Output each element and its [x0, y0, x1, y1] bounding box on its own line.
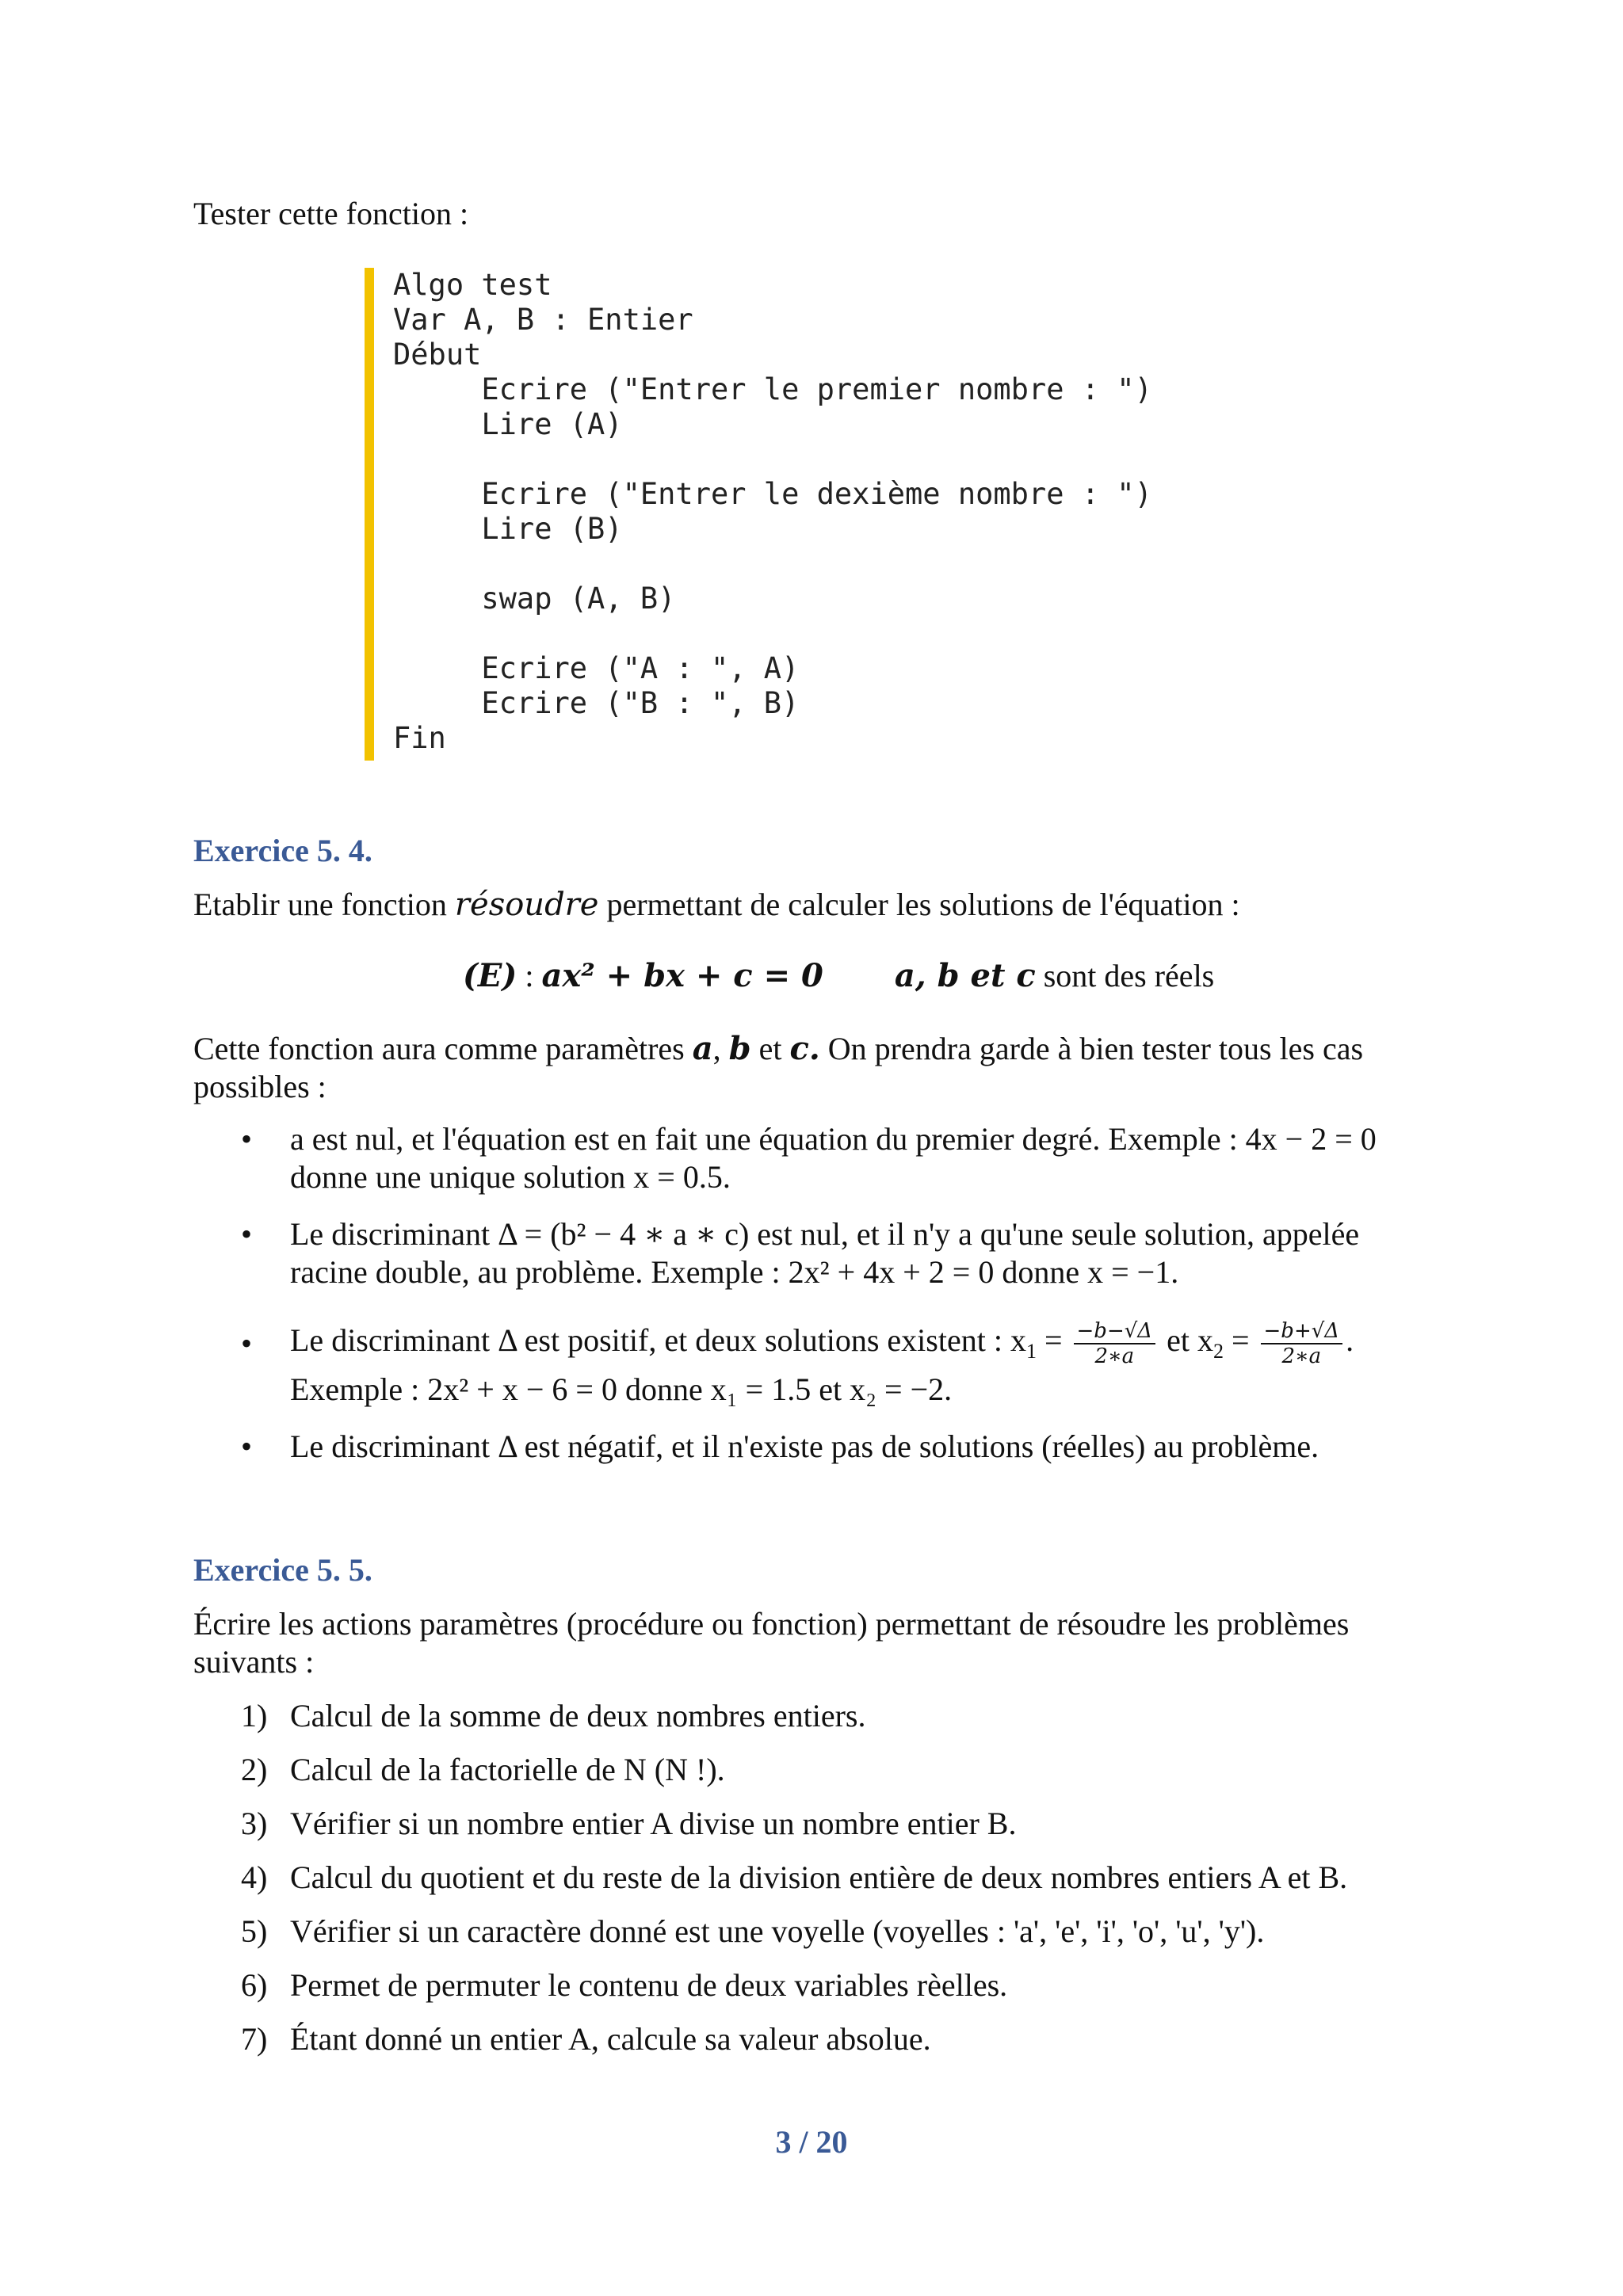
params-line-1 [193, 1030, 1363, 1068]
fraction-numerator: −b−√Δ [1074, 1319, 1156, 1344]
param-a: a [692, 1030, 713, 1067]
param-b: b [728, 1030, 751, 1067]
list-item: Calcul de la factorielle de N (N !). [290, 1752, 725, 1787]
equation-vars: a, b et c [894, 957, 1036, 994]
params-text: On prendra garde à bien tester tous les cas [819, 1031, 1364, 1066]
intro-text: Tester cette fonction : [193, 196, 469, 231]
subscript-1: 1 [1025, 1340, 1037, 1363]
code-line: Ecrire ("A : ", A) [393, 651, 800, 685]
subscript-2: 2 [1212, 1340, 1224, 1363]
equation-suffix: sont des réels [1035, 958, 1215, 994]
equals: = [1223, 1322, 1258, 1358]
period: . [1346, 1322, 1354, 1358]
bullet-2-line-2: racine double, au problème. Exemple : 2x² + 4x + 2 = 0 donne x = −1. [290, 1254, 1179, 1290]
code-block [365, 268, 1167, 761]
list-item-number: 3) [241, 1806, 268, 1841]
root-fraction-2 [1261, 1319, 1343, 1368]
code-line: Lire (A) [393, 407, 623, 441]
bullet-4: Le discriminant Δ est négatif, et il n'existe pas de solutions (réelles) au problème. [290, 1428, 1319, 1464]
bullet-dot: • [241, 1121, 253, 1157]
bullet-dot: • [241, 1428, 253, 1464]
bullet-3-line-2: Exemple : 2x² + x − 6 = 0 donne x₁ = 1.5 et x₂ = −2. [290, 1371, 953, 1407]
list-item: Vérifier si un caractère donné est une voyelle (voyelles : 'a', 'e', 'i', 'o', 'u', 'y'). [290, 1913, 1265, 1949]
statement-text: permettant de calculer les solutions de l'équation : [598, 887, 1240, 922]
exercise-5-4-title: Exercice 5. 4. [193, 833, 372, 868]
equation-label: (E) [463, 957, 517, 994]
code-line: Ecrire ("Entrer le dexième nombre : ") [393, 477, 1152, 511]
ex55-intro-line-1: Écrire les actions paramètres (procédure ou fonction) permettant de résoudre les problèmes [193, 1606, 1350, 1642]
list-item: Vérifier si un nombre entier A divise un nombre entier B. [290, 1806, 1017, 1841]
code-line: Lire (B) [393, 512, 623, 546]
params-et: et [750, 1031, 790, 1066]
bullet-dot: • [241, 1325, 253, 1361]
bullet-dot: • [241, 1216, 253, 1252]
code-line: Ecrire ("B : ", B) [393, 686, 800, 720]
equation-formula: ax² + bx + c = 0 [541, 957, 823, 994]
equals: = [1036, 1322, 1071, 1358]
bullet-3-line-1 [290, 1312, 1354, 1369]
list-item: Calcul du quotient et du reste de la division entière de deux nombres entiers A et B. [290, 1859, 1348, 1895]
code-line: Fin [393, 721, 446, 755]
bullet-1-line-1: a est nul, et l'équation est en fait une équation du premier degré. Exemple : 4x − 2 = 0 [290, 1121, 1377, 1157]
exercise-5-5-title: Exercice 5. 5. [193, 1552, 372, 1588]
equation-colon: : [517, 958, 542, 994]
list-item-number: 7) [241, 2021, 268, 2057]
bullet-2-line-1: Le discriminant Δ = (b² − 4 ∗ a ∗ c) est nul, et il n'y a qu'une seule solution, appelée [290, 1216, 1360, 1252]
list-item-number: 6) [241, 1967, 268, 2003]
list-item-number: 1) [241, 1698, 268, 1733]
equation-line [463, 957, 1214, 995]
bullet-3-text: et x [1159, 1322, 1213, 1358]
bullet-1-line-2: donne une unique solution x = 0.5. [290, 1159, 731, 1195]
list-item-number: 5) [241, 1913, 268, 1949]
params-text: Cette fonction aura comme paramètres [193, 1031, 693, 1066]
fraction-numerator: −b+√Δ [1261, 1319, 1343, 1344]
ex55-intro-line-2: suivants : [193, 1644, 315, 1680]
params-sep: , [712, 1031, 729, 1066]
bullet-3-text: Le discriminant Δ est positif, et deux solutions existent : x [290, 1322, 1026, 1358]
params-line-2: possibles : [193, 1069, 327, 1104]
ex54-statement [193, 886, 1240, 924]
list-item: Permet de permuter le contenu de deux variables rèelles. [290, 1967, 1008, 2003]
fraction-denominator: 2∗a [1094, 1344, 1135, 1368]
code-line: Ecrire ("Entrer le premier nombre : ") [393, 372, 1152, 406]
code-line: Var A, B : Entier [393, 303, 693, 337]
list-item: Calcul de la somme de deux nombres entiers. [290, 1698, 866, 1733]
function-name: résoudre [454, 887, 599, 923]
page-number: 3 / 20 [775, 2124, 848, 2160]
code-line: swap (A, B) [393, 582, 676, 616]
code-line: Début [393, 338, 482, 372]
list-item-number: 2) [241, 1752, 268, 1787]
fraction-denominator: 2∗a [1281, 1344, 1322, 1368]
code-line: Algo test [393, 268, 552, 302]
param-c: c. [789, 1030, 820, 1067]
list-item: Étant donné un entier A, calcule sa valeur absolue. [290, 2021, 931, 2057]
root-fraction-1 [1074, 1319, 1156, 1368]
statement-text: Etablir une fonction [193, 887, 455, 922]
list-item-number: 4) [241, 1859, 268, 1895]
